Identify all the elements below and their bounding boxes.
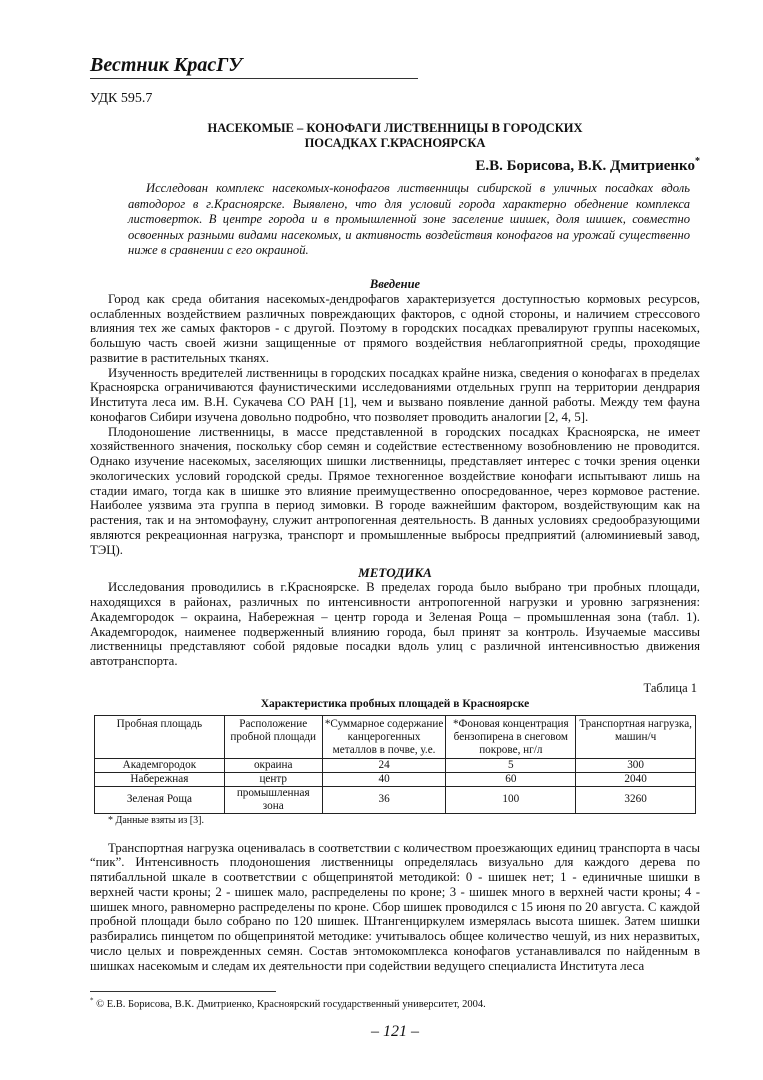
table-cell: Набережная bbox=[95, 773, 225, 787]
paragraph: Изученность вредителей лиственницы в городских посадках крайне низка, сведения о конофагах в пределах Красноярска ограничиваются фаунистическими исследованиями отдельных групп на территории дендрария Института леса им. В.Н. Сукачева СО РАН [1], чем и вызвано появление данной работы. Между тем фауна конофагов Сибири изучена довольно подробно, что позволяет проводить аналогии [2, 4, 5]. bbox=[90, 365, 700, 424]
page-column bbox=[90, 0, 700, 1061]
authors-footnote-mark: * bbox=[695, 156, 700, 167]
paragraph: Транспортная нагрузка оценивалась в соответствии с количеством проезжающих единиц транспорта в часы “пик”. Интенсивность плодоношения лиственницы определялась визуально для каждого дерева по пятибалльной шкале в соответствии с общепринятой методикой: 0 - шишек нет; 1 - единичные шишки в верхней части кроны; 2 - шишек мало, распределены по кроне; 3 - шишек много в верхней части кроны; 4 - шишек много, равномерно распределены по кроне. Сбор шишек проводился с 15 июня по 20 августа. С каждой пробной площади было собрано по 120 шишек. Штангенциркулем измерялась высота шишек. Затем шишки разбирались пинцетом по общепринятой методике: учитывалось общее количество чешуй, из них неразвитых, число целых и поврежденных семян. Состав энтомокомплекса конофагов устанавливался по найденным в шишках насекомым и следам их деятельности при содействии ведущего специалиста Института леса bbox=[90, 840, 700, 973]
table-cell: 300 bbox=[576, 759, 696, 773]
table-cell: 5 bbox=[446, 759, 576, 773]
section-heading-intro: Введение bbox=[369, 276, 421, 291]
table-header-row bbox=[95, 715, 696, 758]
table-header: Транспортная нагрузка, машин/ч bbox=[576, 715, 696, 758]
table-number: Таблица 1 bbox=[643, 680, 697, 695]
table-note: * Данные взяты из [3]. bbox=[108, 814, 204, 826]
methods-body-1 bbox=[90, 580, 700, 669]
page-number: – 121 – bbox=[371, 1023, 419, 1041]
table-cell: Зеленая Роща bbox=[95, 786, 225, 813]
table-cell: 24 bbox=[322, 759, 446, 773]
table-title: Характеристика пробных площадей в Красноярске bbox=[260, 697, 530, 710]
table-header: *Суммарное содержание канцерогенных металлов в почве, у.е. bbox=[322, 715, 446, 758]
title-line: ПОСАДКАХ Г.КРАСНОЯРСКА bbox=[304, 136, 486, 150]
table-header: Пробная площадь bbox=[95, 715, 225, 758]
abstract: Исследован комплекс насекомых-конофагов лиственницы сибирской в уличных посадках вдоль автодорог в г.Красноярске. Выявлено, что для условий города характерно обеднение комплекса листоверток. В центре города и в промышленной зоне заселение шишек, доля шишек, совместно освоенных разными видами насекомых, и активность воздействия конофагов на урожай существенно ниже в сравнении с его окраиной. bbox=[128, 181, 690, 258]
paragraph: Город как среда обитания насекомых-дендрофагов характеризуется доступностью кормовых ресурсов, ослабленных воздействием различных повреждающих факторов, с одной стороны, и наличием стрессового влияния тех же самых факторов - с другой. Поэтому в городских посадках превалируют группы насекомых, большую часть своей жизни защищенные от прямого воздействия неблагоприятной среды, проходящие развитие в растительных тканях. bbox=[90, 291, 700, 365]
table-cell: промышленная зона bbox=[224, 786, 322, 813]
table-row bbox=[95, 759, 696, 773]
authors bbox=[90, 157, 700, 175]
table-row bbox=[95, 786, 696, 813]
footnote-mark: * bbox=[90, 996, 94, 1005]
table-cell: 40 bbox=[322, 773, 446, 787]
table-cell: 2040 bbox=[576, 773, 696, 787]
footnote-rule bbox=[90, 991, 276, 992]
title-line: НАСЕКОМЫЕ – КОНОФАГИ ЛИСТВЕННИЦЫ В ГОРОДСКИХ bbox=[207, 121, 583, 135]
paragraph: Исследования проводились в г.Красноярске. В пределах города было выбрано три пробных площади, находящихся в районах, различных по интенсивности антропогенной нагрузки и уровню загрязнения: Академгородок – окраина, Набережная – центр города и Зеленая Роща – промышленная зона (табл. 1). Академгородок, наименее подверженный влиянию города, был принят за контроль. Изучаемые массивы лиственницы представляют собой рядовые посадки вдоль улиц с различной интенсивностью движения автотранспорта. bbox=[90, 580, 700, 669]
table-cell: 60 bbox=[446, 773, 576, 787]
sample-plots-table bbox=[94, 715, 696, 814]
table-cell: Академгородок bbox=[95, 759, 225, 773]
table-cell: 100 bbox=[446, 786, 576, 813]
journal-title: Вестник КрасГУ bbox=[90, 54, 243, 76]
table-cell: окраина bbox=[224, 759, 322, 773]
footnote-text: © Е.В. Борисова, В.К. Дмитриенко, Красноярский государственный университет, 2004. bbox=[96, 999, 486, 1011]
footnote bbox=[90, 998, 700, 1011]
intro-body bbox=[90, 292, 700, 558]
table-cell: 3260 bbox=[576, 786, 696, 813]
header-rule bbox=[90, 78, 418, 79]
paragraph: Плодоношение лиственницы, в массе представленной в городских посадках Красноярска, не имеет хозяйственного значения, поскольку сбор семян и содействие естественному возобновлению не проводится. Однако изучение насекомых, заселяющих шишки лиственницы, представляет интерес с точки зрения оценки экологических условий городской среды. Прямое техногенное воздействие конофаги испытывают лишь на стадии имаго, тогда как в шишке это влияние преимущественно опосредованное, через кормовое растение. Наиболее уязвима эта группа в период зимовки. В городе важнейшим фактором, воздействующим как на растения, так и на энтомофауну, служит антропогенная деятельность. В данных условиях средообразующими являются рекреационная нагрузка, транспорт и промышленные выбросы предприятий (алюминиевый завод, ТЭЦ). bbox=[90, 424, 700, 557]
table-cell: центр bbox=[224, 773, 322, 787]
table-header: Расположение пробной площади bbox=[224, 715, 322, 758]
article-title bbox=[90, 121, 700, 151]
table-header: *Фоновая концентрация бензопирена в снеговом покрове, нг/л bbox=[446, 715, 576, 758]
section-heading-methods: МЕТОДИКА bbox=[358, 565, 432, 581]
methods-body-2 bbox=[90, 841, 700, 974]
table-row bbox=[95, 773, 696, 787]
udk-code: УДК 595.7 bbox=[90, 91, 153, 106]
authors-names: Е.В. Борисова, В.К. Дмитриенко bbox=[475, 158, 695, 174]
table-cell: 36 bbox=[322, 786, 446, 813]
